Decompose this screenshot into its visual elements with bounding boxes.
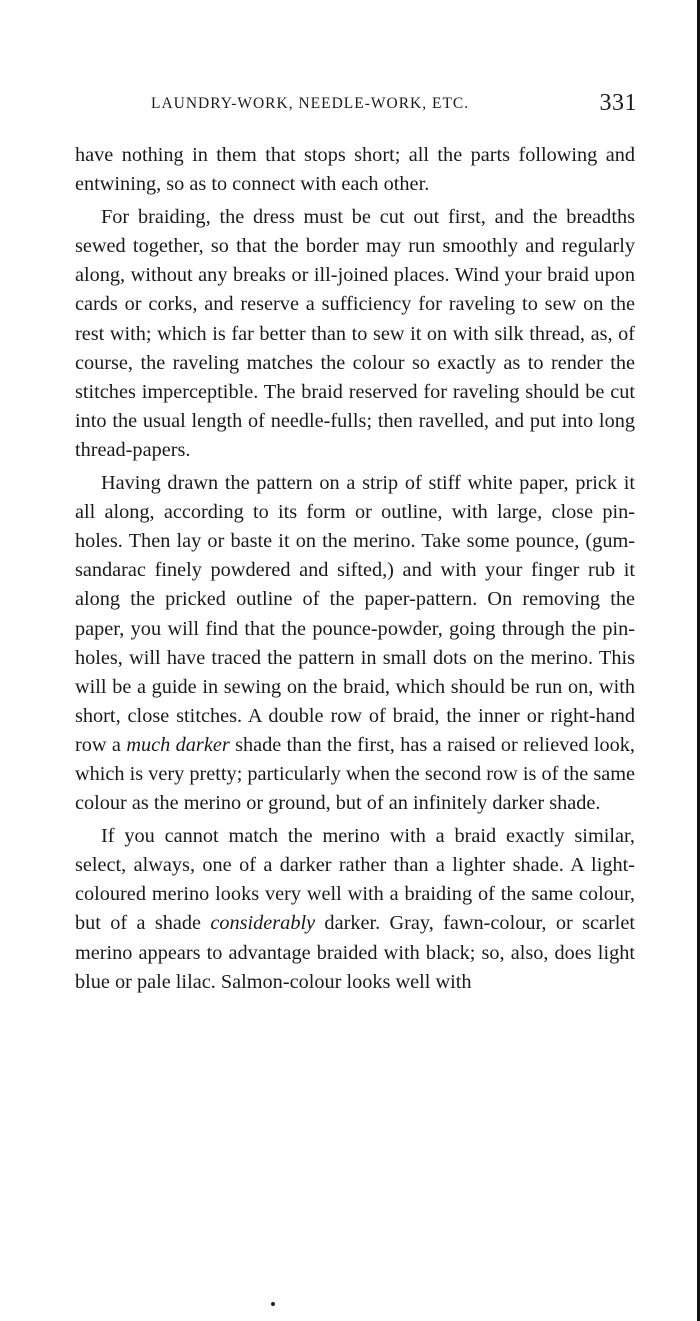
body-text — [75, 141, 635, 997]
paragraph-text: darker. Gray, fawn-colour, or scarlet merino appears to advantage braided with black; so, also, does light blue or pale lilac. Salmon-colour looks well with — [75, 912, 635, 993]
running-head — [75, 92, 637, 122]
paragraph-braiding-preparation: For braiding, the dress must be cut out first, and the breadths sewed together, so that the border may run smoothly and regularly along, without any breaks or ill-joined places. Wind your braid upon cards or corks, and reserve a sufficiency for raveling to sew on the rest with; which is far better than to sew it on with silk thread, as, of course, the raveling matches the colour so exactly as to render the stitches imperceptible. The braid reserved for raveling should be cut into the usual length of needle-fulls; then ravelled, and put into long thread-papers. — [75, 206, 635, 461]
paragraph-continuation: have nothing in them that stops short; all the parts following and entwining, so as to connect with each other. — [75, 144, 635, 196]
running-title: LAUNDRY-WORK, NEEDLE-WORK, ETC. — [151, 95, 470, 112]
paragraph-text: Having drawn the pattern on a strip of stiff white paper, prick it all along, according to its form or outline, with large, close pin-holes. Then lay or baste it on the merino. Take some pounce, (gum-sandarac finely powdered and sifted,) and with your finger rub it along the pricked outline of the paper-pattern. On removing the paper, you will find that the pounce-powder, going through the pin-holes, will have traced the pattern in small dots on the merino. This will be a guide in sewing on the braid, which should be run on, with short, close stitches. A double row of braid, the inner or right-hand row a — [75, 472, 635, 756]
paragraph-text: If you cannot match the merino with a braid exactly similar, select, always, one of a darker rather than a lighter shade. A light-coloured merino looks very well with a braiding of the same colour, but of a shade — [75, 825, 635, 935]
emphasis-text: much darker — [126, 733, 230, 756]
page-number: 331 — [599, 90, 637, 116]
paragraph-pattern-transfer — [75, 469, 635, 818]
paragraph-text: shade than the first, has a raised or relieved look, which is very pretty; particularly when the second row is of the same colour as the merino or ground, but of an infinitely darker shade. — [75, 733, 635, 815]
emphasis-text: considerably — [210, 912, 316, 935]
paragraph-colour-matching — [75, 822, 635, 997]
print-speck — [271, 1302, 275, 1306]
